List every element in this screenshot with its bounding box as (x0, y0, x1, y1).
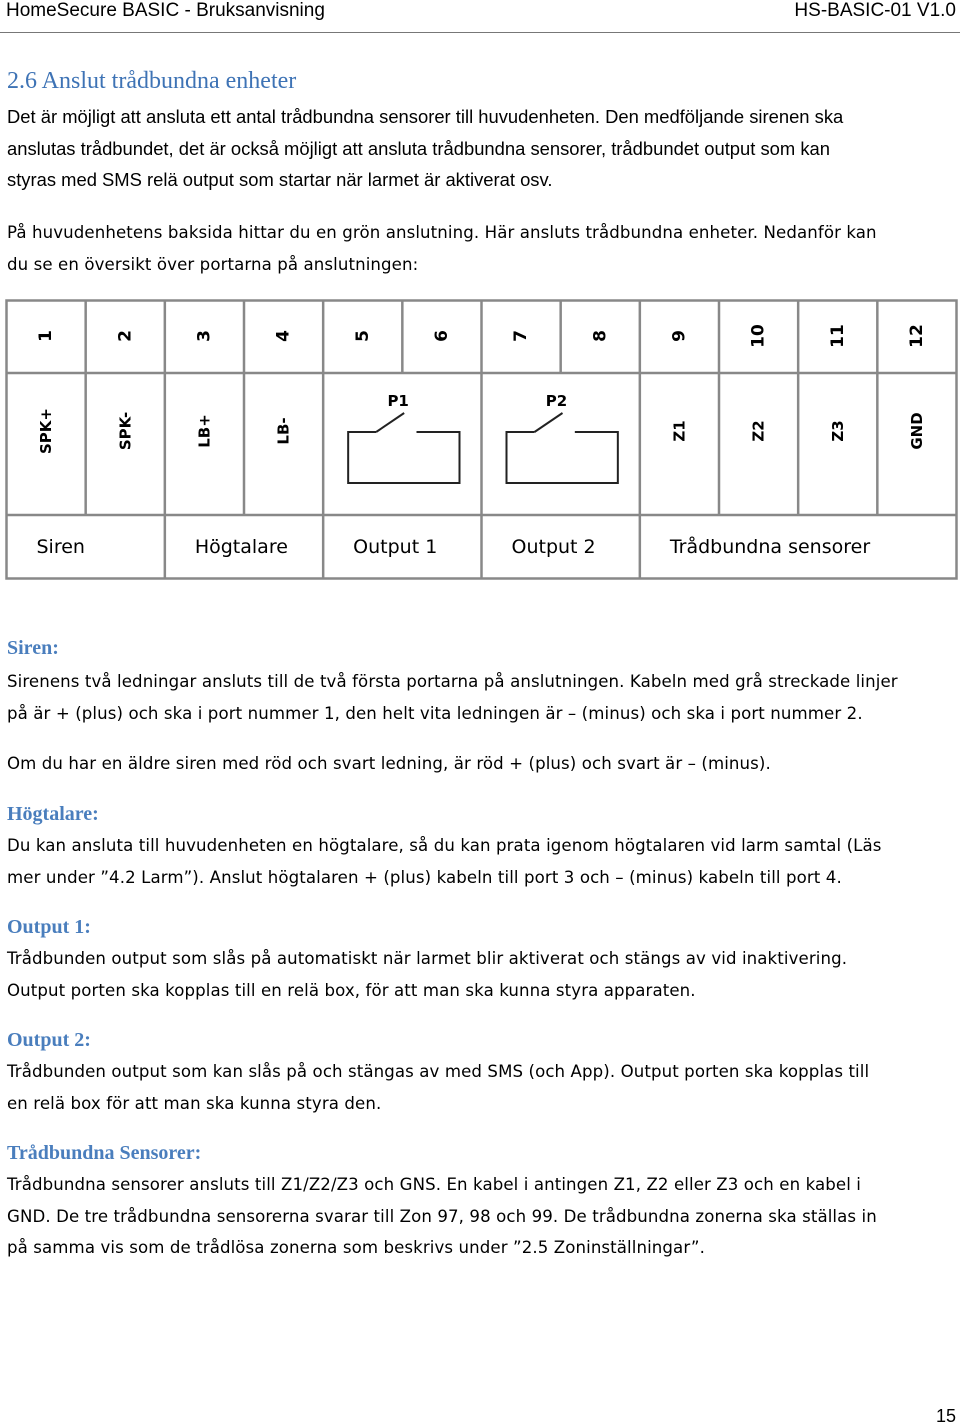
port-label: LB- (274, 417, 293, 445)
intro-line: anslutas trådbundet, det är också möjligt att ansluta trådbundna sensorer, trådbundet output som kan (7, 137, 830, 159)
port-label: Z2 (749, 420, 768, 442)
page-number: 15 (935, 1406, 956, 1426)
siren-note: Om du har en äldre siren med röd och svart ledning, är röd + (plus) och svart är – (minus). (7, 754, 771, 773)
header-divider (0, 32, 960, 33)
output2-paragraph (7, 1056, 955, 1119)
port-number: 11 (827, 324, 848, 348)
port-number: 7 (511, 330, 532, 342)
sensors-heading: Trådbundna Sensorer: (7, 1142, 202, 1164)
output2-line: en relä box för att man ska kunna styra den. (7, 1093, 382, 1113)
siren-paragraph (7, 666, 955, 729)
speaker-heading: Högtalare: (7, 803, 99, 825)
port-number: 1 (36, 330, 57, 342)
speaker-line: Du kan ansluta till huvudenheten en högtalare, så du kan prata igenom högtalaren vid larm samtal (Läs (7, 836, 882, 855)
connector-diagram (5, 299, 958, 581)
switch-label: P1 (387, 392, 409, 410)
section-title: 2.6 Anslut trådbundna enheter (7, 68, 297, 94)
intro-line: styras med SMS relä output som startar när larmet är aktiverat osv. (7, 169, 553, 190)
port-label: SPK- (116, 411, 135, 451)
sensors-line: GND. De tre trådbundna sensorerna svarar till Zon 97, 98 och 99. De trådbundna zonerna ska ställas in (7, 1206, 877, 1226)
port-number: 6 (431, 330, 452, 342)
speaker-line: mer under ”4.2 Larm”). Anslut högtalaren + (plus) kabeln till port 3 och – (minus) kabeln till port 4. (7, 867, 842, 887)
sensors-line: Trådbundna sensorer ansluts till Z1/Z2/Z3 och GNS. En kabel i antingen Z1, Z2 eller Z3 och en kabel i (7, 1175, 861, 1194)
output1-line: Output porten ska kopplas till en relä box, för att man ska kunna styra apparaten. (7, 980, 696, 1000)
header-title: HomeSecure BASIC - Bruksanvisning (6, 0, 325, 21)
switch-symbols (348, 392, 618, 483)
port-label: GND (907, 412, 926, 450)
port-number: 4 (273, 330, 294, 342)
port-number: 3 (194, 330, 215, 342)
siren-heading: Siren: (7, 637, 59, 659)
output1-paragraph (7, 943, 955, 1006)
output1-heading: Output 1: (7, 916, 91, 938)
output1-line: Trådbunden output som slås på automatiskt när larmet blir aktiverat och stängs av vid inaktivering. (7, 949, 848, 968)
port-label: LB+ (195, 414, 214, 448)
output2-heading: Output 2: (7, 1029, 91, 1051)
port-label: Z3 (828, 420, 847, 442)
output2-line: Trådbunden output som kan slås på och stängas av med SMS (och App). Output porten ska kopplas till (7, 1062, 870, 1081)
port-label: SPK+ (37, 408, 56, 454)
port-number: 10 (748, 324, 769, 348)
group-label: Siren (36, 536, 85, 558)
switch-symbol (507, 392, 618, 483)
port-number: 12 (906, 324, 927, 348)
ports-intro-paragraph (7, 217, 955, 280)
siren-line: Sirenens två ledningar ansluts till de två första portarna på anslutningen. Kabeln med grå streckade linjer (7, 672, 898, 691)
port-number: 8 (590, 330, 611, 342)
sensors-line: på samma vis som de trådlösa zonerna som beskrivs under ”2.5 Zoninställningar”. (7, 1238, 706, 1257)
page-header (0, 0, 960, 30)
port-number: 2 (115, 330, 136, 342)
port-number: 5 (352, 330, 373, 342)
ports-intro-line: På huvudenhetens baksida hittar du en grön anslutning. Här ansluts trådbundna enheter. Nedanför kan (7, 223, 877, 242)
intro-paragraph (7, 101, 955, 196)
switch-symbol (348, 392, 459, 483)
siren-line: på är + (plus) och ska i port nummer 1, den helt vita ledningen är – (minus) och ska i port nummer 2. (7, 703, 863, 723)
group-labels (37, 535, 871, 558)
header-version: HS-BASIC-01 V1.0 (794, 0, 956, 21)
group-label: Output 1 (353, 536, 438, 558)
speaker-paragraph (7, 830, 955, 893)
group-label: Högtalare (194, 536, 288, 558)
group-label: Trådbundna sensorer (669, 536, 871, 558)
sensors-paragraph (7, 1169, 955, 1264)
ports-intro-line: du se en översikt över portarna på anslutningen: (7, 254, 419, 274)
group-label: Output 2 (511, 536, 596, 558)
port-number: 9 (669, 330, 690, 342)
port-label: Z1 (670, 420, 689, 442)
switch-label: P2 (545, 392, 568, 410)
intro-line: Det är möjligt att ansluta ett antal trådbundna sensorer till huvudenheten. Den medföljande sirenen ska (7, 106, 844, 127)
